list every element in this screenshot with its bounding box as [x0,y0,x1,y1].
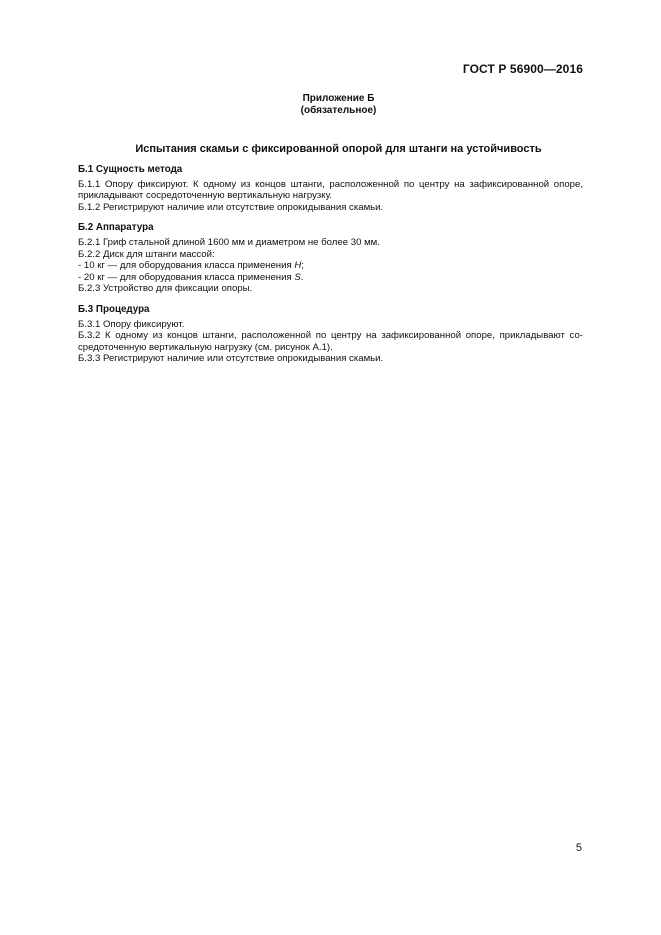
paragraph-line: средоточенную вертикальную нагрузку (см. рисунок А.1). [78,341,333,353]
main-title: Испытания скамьи с фиксированной опорой для штанги на устойчивость [135,143,542,155]
list-item [78,272,583,284]
list-item-punct: ; [301,260,304,272]
paragraph-line: Б.3.2 К одному из концов штанги, расположенной по центру на зафиксированной опоре, прикладывают со- [78,330,583,342]
list-item [78,260,583,272]
paragraph-b3-3 [78,353,583,365]
class-designation: Н [294,260,302,272]
appendix-title: Приложение Б [302,93,375,104]
paragraph-line: Б.3.3 Регистрируют наличие или отсутствие опрокидывания скамьи. [78,353,384,365]
document-body [78,164,583,365]
section-b1 [78,164,583,213]
section-title: Б.2 Аппаратура [78,222,154,234]
paragraph-b3-1 [78,319,583,331]
paragraph-b2-3 [78,283,583,295]
section-title: Б.1 Сущность метода [78,164,183,175]
class-designation: S [294,271,301,283]
paragraph-b1-2 [78,202,583,214]
list-item-text: - 10 кг — для оборудования класса применения [78,260,295,272]
paragraph-line: Б.2.2 Диск для штанги массой: [78,248,215,260]
paragraph-line: Б.3.1 Опору фиксируют. [78,318,185,330]
paragraph-line: Б.1.1 Опору фиксируют. К одному из концов штанги, расположенной по центру на зафиксированной опоре, [78,178,583,190]
paragraph-line: прикладывают сосредоточенную вертикальную нагрузку. [78,190,333,202]
paragraph-line: Б.2.3 Устройство для фиксации опоры. [78,283,253,295]
paragraph-line: Б.1.2 Регистрируют наличие или отсутствие опрокидывания скамьи. [78,201,384,213]
section-title: Б.3 Процедура [78,303,150,315]
paragraph-b2-1 [78,237,583,249]
paragraph-line: Б.2.1 Гриф стальной длиной 1600 мм и диаметром не более 30 мм. [78,236,380,248]
list-item-punct: . [300,271,304,283]
section-b3 [78,304,583,365]
page-number: 5 [575,842,582,854]
appendix-heading [0,93,661,117]
paragraph-b3-2 [78,330,583,353]
paragraph-b2-2 [78,249,583,261]
document-code: ГОСТ Р 56900—2016 [462,62,583,76]
paragraph-b1-1 [78,179,583,202]
appendix-status: (обязательное) [300,105,377,116]
section-b2 [78,222,583,295]
list-item-text: - 20 кг — для оборудования класса применения [78,271,295,283]
